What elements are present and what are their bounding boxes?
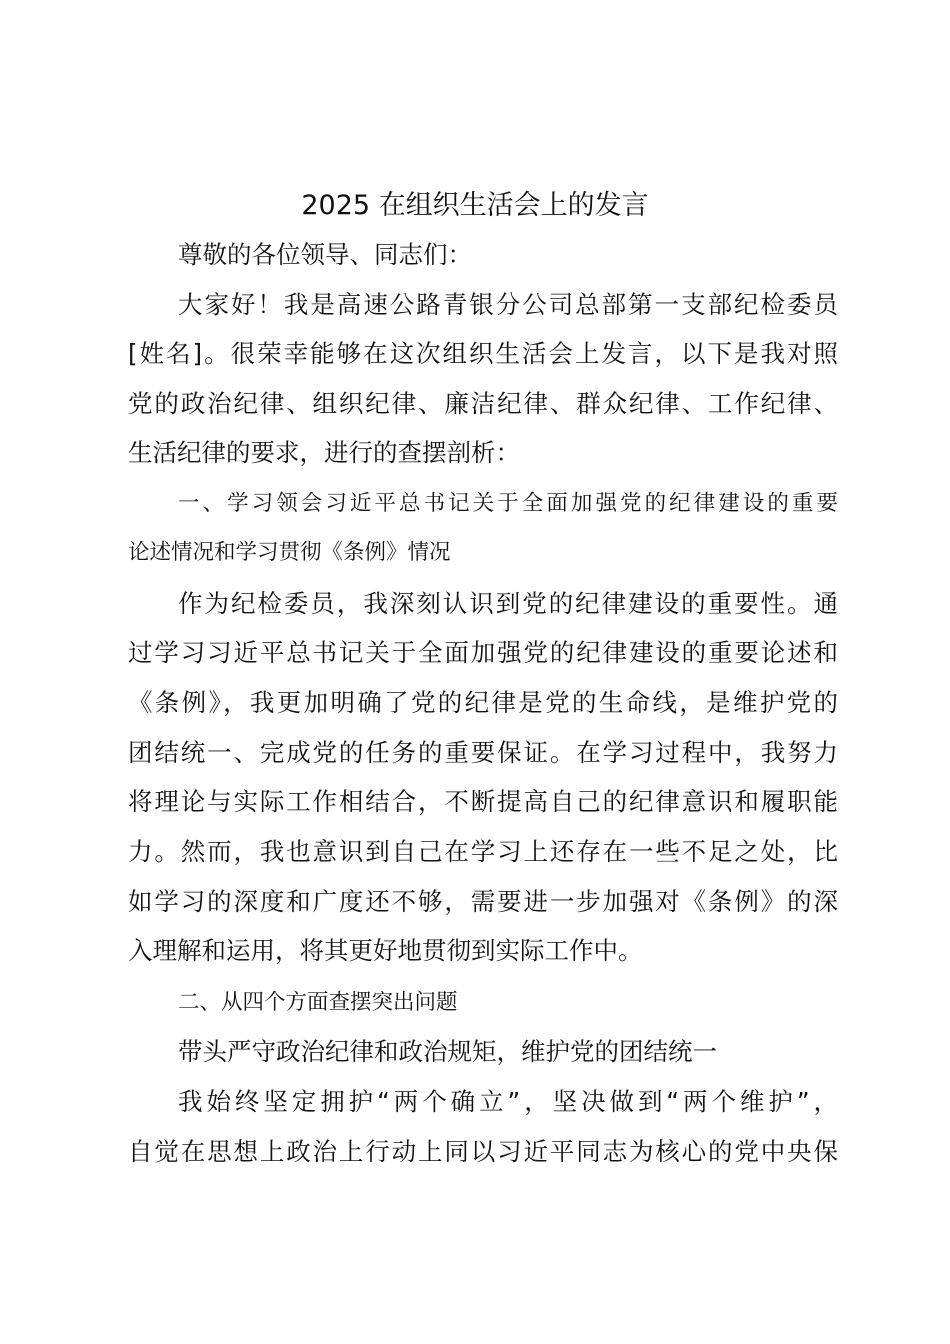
paragraph-line: 党的政治纪律、组织纪律、廉洁纪律、群众纪律、工作纪律、: [128, 389, 838, 418]
paragraph-line: 《条例》，我更加明确了党的纪律是党的生命线，是维护党的: [128, 688, 838, 717]
paragraph-line: 力。然而，我也意识到自己在学习上还存在一些不足之处，比: [128, 837, 838, 866]
section-heading-line: 一、学习领会习近平总书记关于全面加强党的纪律建设的重要: [178, 491, 838, 516]
paragraph-line: 过学习习近平总书记关于全面加强党的纪律建设的重要论述和: [128, 638, 838, 667]
paragraph-line: 作为纪检委员，我深刻认识到党的纪律建设的重要性。通: [178, 589, 838, 618]
paragraph-line: 我始终坚定拥护“两个确立”，坚决做到“两个维护”，: [178, 1087, 838, 1116]
paragraph-line: [姓名]。很荣幸能够在这次组织生活会上发言，以下是我对照: [128, 339, 838, 368]
paragraph-line: 团结统一、完成党的任务的重要保证。在学习过程中，我努力: [128, 738, 838, 767]
section-heading-line: 二、从四个方面查摆突出问题: [178, 990, 458, 1015]
paragraph-line: 如学习的深度和广度还不够，需要进一步加强对《条例》的深: [128, 887, 838, 916]
salutation: 尊敬的各位领导、同志们：: [178, 240, 472, 269]
subheading-line: 带头严守政治纪律和政治规矩，维护党的团结统一: [178, 1037, 717, 1066]
paragraph-line: 自觉在思想上政治上行动上同以习近平同志为核心的党中央保: [128, 1137, 838, 1166]
paragraph-line: 将理论与实际工作相结合，不断提高自己的纪律意识和履职能: [128, 787, 838, 816]
section-heading-line: 论述情况和学习贯彻《条例》情况: [128, 540, 451, 565]
document-title: 2025 在组织生活会上的发言: [301, 190, 649, 221]
paragraph-line: 入理解和运用，将其更好地贯彻到实际工作中。: [128, 936, 643, 965]
paragraph-line: 生活纪律的要求，进行的查摆剖析：: [128, 438, 520, 467]
paragraph-line: 大家好！我是高速公路青银分公司总部第一支部纪检委员: [178, 290, 838, 319]
